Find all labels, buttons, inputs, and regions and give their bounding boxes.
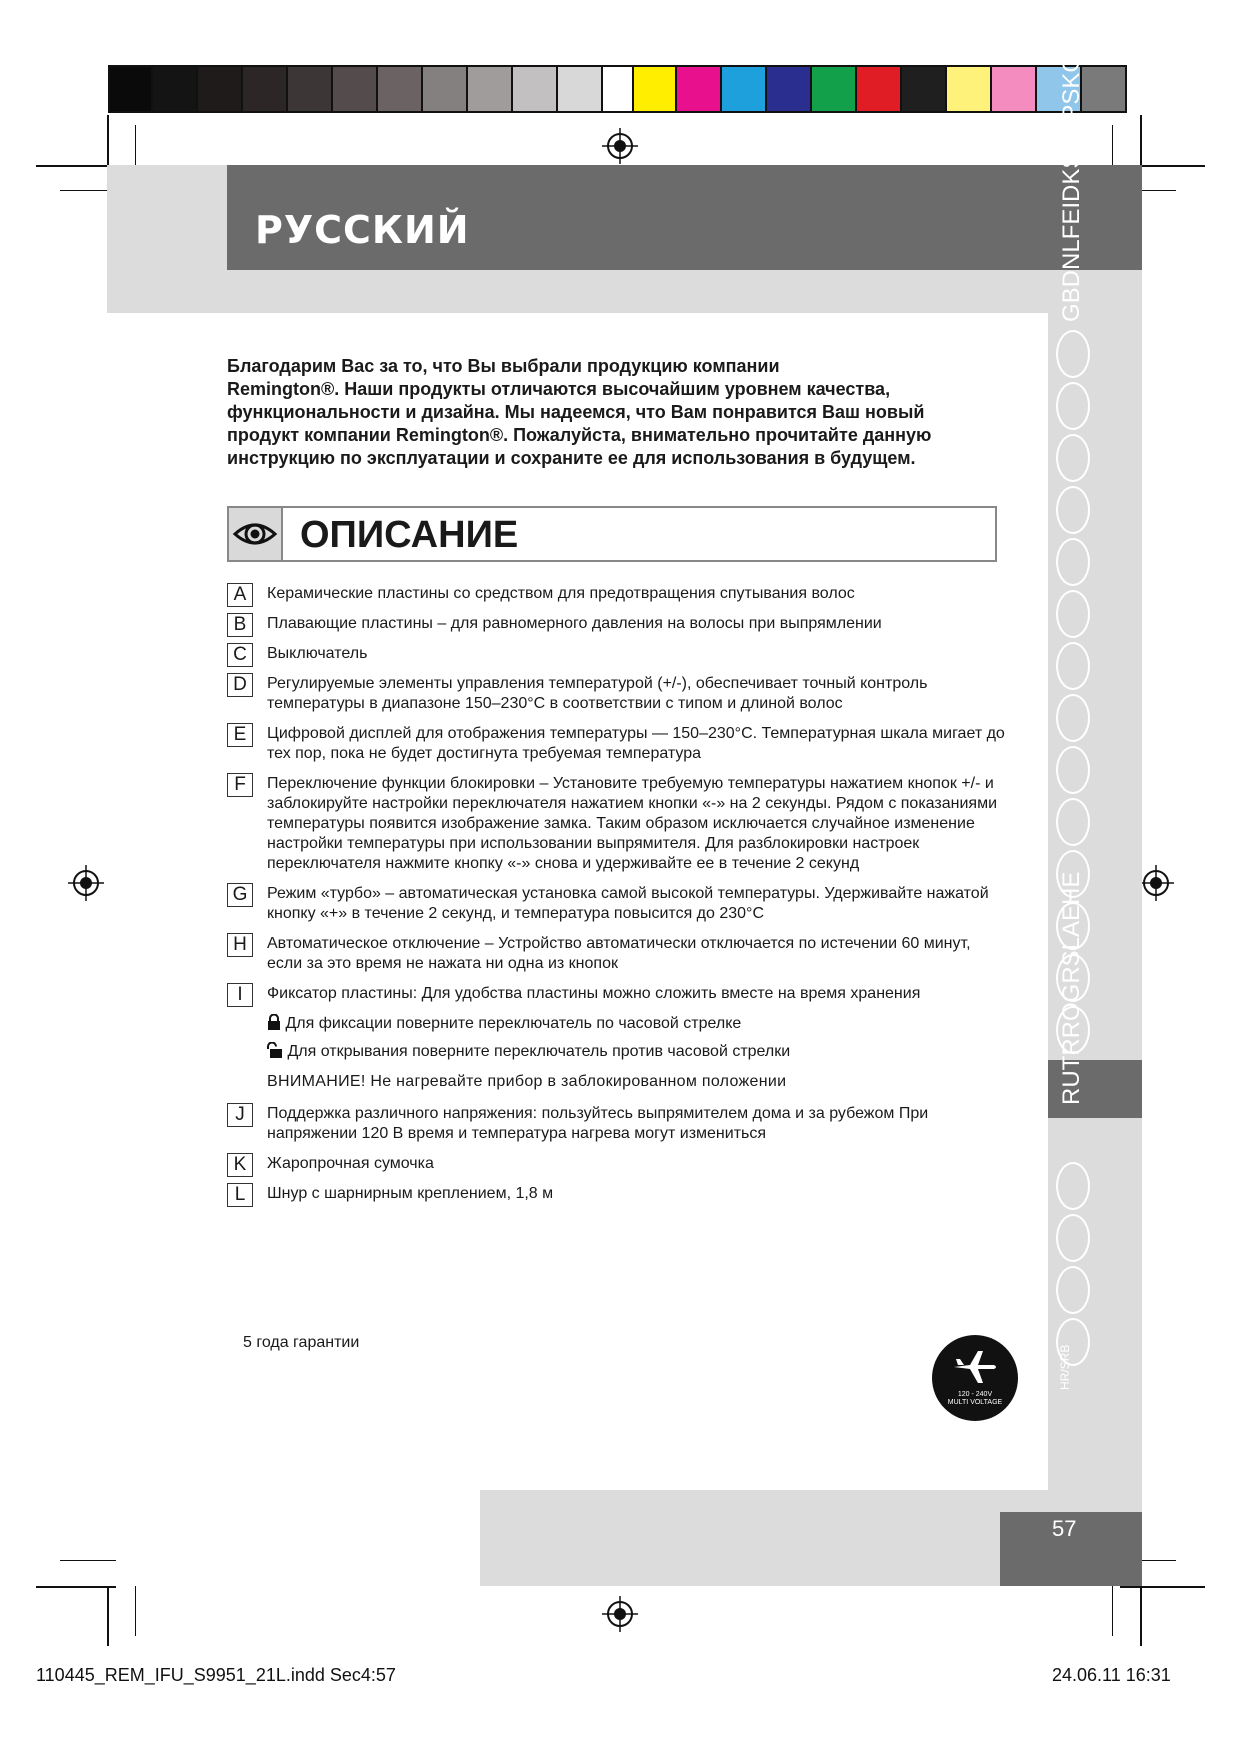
item-text: Регулируемые элементы управления температурой (+/-), обеспечивает точный контроль температуры в диапазоне 150–230°C в соответствии с типом и длиной волос — [267, 675, 928, 712]
list-item — [227, 584, 1007, 604]
side-tab-small-text: HR/SRB — [1058, 1344, 1072, 1390]
unlock-line — [267, 1042, 1007, 1062]
item-text: Керамические пластины со средством для предотвращения спутывания волос — [267, 585, 855, 602]
airplane-icon — [950, 1347, 1000, 1387]
intro-line: Благодарим Вас за то, что Вы выбрали продукцию компании — [227, 356, 780, 376]
intro-line: функциональности и дизайна. Мы надеемся, что Вам понравится Ваш новый — [227, 402, 925, 422]
list-item — [227, 614, 1007, 634]
page-number: 57 — [1052, 1516, 1077, 1541]
language-tab-oval — [1056, 1162, 1090, 1210]
language-tab-oval — [1056, 434, 1090, 482]
language-tab-oval — [1056, 1214, 1090, 1262]
section-icon-box — [227, 506, 283, 562]
item-text: Переключение функции блокировки – Установите требуемую температуры нажатием кнопок +/- и заблокируйте настройки переключателя нажатием кнопки «-» на 2 секунды. Рядом с показаниями температуры появится изображение замка. Таким образом исключается случайное изменение настройки температуры при использовании выпрямителя. Для разблокировки настроек переключателя нажмите кнопку «-» снова и удерживайте ее в течение 2 секунд — [267, 775, 998, 872]
file-slug: 110445_REM_IFU_S9951_21L.indd Sec4:57 — [36, 1665, 396, 1685]
list-item — [227, 1184, 1007, 1204]
lock-closed-icon — [267, 1014, 281, 1030]
item-text: Жаропрочная сумочка — [267, 1155, 434, 1172]
color-swatch — [677, 65, 722, 113]
grey-swatch — [333, 65, 378, 113]
side-tab-mid-text: RUTRROGRSLAEHE — [1058, 871, 1085, 1105]
registration-mark-top — [602, 128, 638, 164]
item-text: Фиксатор пластины: Для удобства пластины можно сложить вместе на время хранения — [267, 985, 921, 1002]
list-item — [227, 1154, 1007, 1174]
registration-mark-bottom — [602, 1596, 638, 1632]
item-letter: G — [227, 883, 253, 907]
color-swatch — [722, 65, 767, 113]
language-tab-oval — [1056, 382, 1090, 430]
intro-line: Remington®. Наши продукты отличаются высочайшим уровнем качества, — [227, 379, 891, 399]
grey-calibration-bar — [108, 65, 648, 113]
lock-line — [267, 1014, 1007, 1034]
grey-swatch — [558, 65, 603, 113]
list-item — [227, 644, 1007, 664]
grey-swatch — [198, 65, 243, 113]
color-swatch — [857, 65, 902, 113]
language-tab-oval — [1056, 590, 1090, 638]
crop-mark — [36, 165, 116, 167]
item-text: Цифровой дисплей для отображения температуры — 150–230°C. Температурная шкала мигает до тех пор, пока не будет достигнута требуемая температура — [267, 725, 1005, 762]
item-letter: L — [227, 1183, 253, 1207]
grey-swatch — [288, 65, 333, 113]
registration-mark-right — [1138, 865, 1174, 901]
lock-text: Для фиксации поверните переключатель по часовой стрелке — [285, 1015, 742, 1032]
item-text: Шнур с шарнирным креплением, 1,8 м — [267, 1185, 554, 1202]
registration-mark-left — [68, 865, 104, 901]
list-item — [227, 934, 1007, 974]
side-tab-top-text: GBDNLFEIDKSFNPSKCZ — [1058, 40, 1085, 322]
list-item — [227, 774, 1007, 874]
grey-swatch — [468, 65, 513, 113]
eye-icon — [229, 508, 281, 560]
color-swatch — [992, 65, 1037, 113]
intro-line: продукт компании Remington®. Пожалуйста, внимательно прочитайте данную — [227, 425, 932, 445]
crop-mark — [36, 1586, 116, 1588]
language-tab-oval — [1056, 538, 1090, 586]
item-letter: J — [227, 1103, 253, 1127]
color-swatch — [767, 65, 812, 113]
color-swatch — [812, 65, 857, 113]
color-swatch — [632, 65, 677, 113]
section-title: ОПИСАНИЕ — [300, 514, 519, 556]
intro-paragraph — [227, 355, 1027, 470]
color-swatch — [947, 65, 992, 113]
description-list — [227, 584, 1007, 1214]
unlock-text: Для открывания поверните переключатель против часовой стрелки — [287, 1043, 791, 1060]
lock-open-icon — [267, 1042, 283, 1058]
language-tab-oval — [1056, 486, 1090, 534]
color-swatch — [902, 65, 947, 113]
color-calibration-bar — [632, 65, 1127, 113]
item-letter: C — [227, 643, 253, 667]
item-text: Плавающие пластины – для равномерного давления на волосы при выпрямлении — [267, 615, 882, 632]
language-tab-oval — [1056, 1266, 1090, 1314]
grey-swatch — [423, 65, 468, 113]
item-text: Выключатель — [267, 645, 368, 662]
multi-voltage-badge — [932, 1335, 1018, 1421]
color-swatch — [1082, 65, 1127, 113]
intro-line: инструкцию по эксплуатации и сохраните ее для использования в будущем. — [227, 448, 916, 468]
grey-swatch — [108, 65, 153, 113]
language-tab-oval — [1056, 798, 1090, 846]
crop-mark — [1140, 1586, 1142, 1646]
crop-mark — [107, 1586, 109, 1646]
list-item — [227, 674, 1007, 714]
warning-text: ВНИМАНИЕ! Не нагревайте прибор в заблокированном положении — [267, 1073, 787, 1090]
grey-swatch — [513, 65, 558, 113]
item-letter: H — [227, 933, 253, 957]
guarantee-text: 5 года гарантии — [243, 1334, 360, 1351]
item-letter: D — [227, 673, 253, 697]
item-letter: B — [227, 613, 253, 637]
crop-mark — [1112, 1586, 1113, 1636]
item-text: Режим «турбо» – автоматическая установка самой высокой температуры. Удерживайте нажатой кнопку «+» в течение 2 секунд, и температура повысится до 230°C — [267, 885, 989, 922]
item-letter: A — [227, 583, 253, 607]
item-letter: E — [227, 723, 253, 747]
language-tab-oval — [1056, 746, 1090, 794]
date-slug: 24.06.11 16:31 — [1052, 1665, 1171, 1685]
item-letter: K — [227, 1153, 253, 1177]
item-letter: F — [227, 773, 253, 797]
grey-swatch — [153, 65, 198, 113]
item-letter: I — [227, 983, 253, 1007]
list-item — [227, 884, 1007, 924]
list-item — [227, 1104, 1007, 1144]
language-title: РУССКИЙ — [255, 208, 470, 252]
list-item — [227, 984, 1007, 1004]
list-item — [227, 724, 1007, 764]
crop-mark — [1120, 1586, 1205, 1588]
grey-swatch — [378, 65, 423, 113]
grey-swatch — [243, 65, 288, 113]
language-tab-oval — [1056, 642, 1090, 690]
badge-voltage: 120 - 240V — [957, 1391, 993, 1398]
crop-mark — [135, 1586, 136, 1636]
language-tab-oval — [1056, 694, 1090, 742]
language-tab-oval — [1056, 330, 1090, 378]
item-text: Автоматическое отключение – Устройство автоматически отключается по истечении 60 минут, если за это время не нажата ни одна из кнопок — [267, 935, 971, 972]
crop-mark — [60, 1560, 116, 1561]
badge-label: MULTI VOLTAGE — [947, 1399, 1003, 1406]
item-text: Поддержка различного напряжения: пользуйтесь выпрямителем дома и за рубежом При напряжении 120 В время и температура нагрева могут измениться — [267, 1105, 929, 1142]
